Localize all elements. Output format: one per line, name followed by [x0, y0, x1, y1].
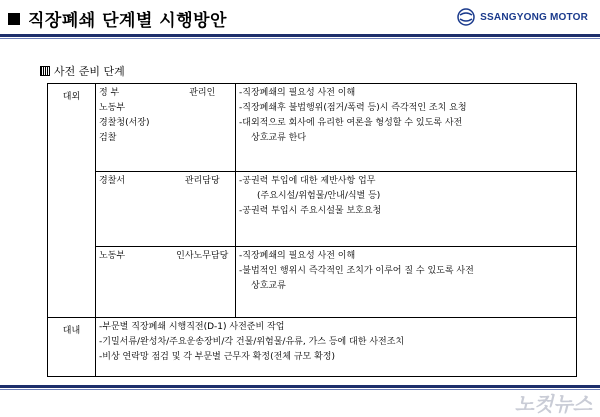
manager-cell: 인사노무담당 — [170, 247, 236, 318]
org-item: 노동부 — [99, 251, 126, 261]
content-line: -직장폐쇄후 불법행위(점거/폭력 등)시 즉각적인 조치 요청 — [239, 103, 467, 113]
content-line: -기밀서류/완성차/주요운송장비/각 건물/위험물/유류, 가스 등에 대한 사전조치 — [99, 337, 405, 347]
org-cell — [96, 84, 170, 172]
content-line: -부문별 직장폐쇄 시행직전(D-1) 사전준비 작업 — [99, 322, 285, 332]
page-title — [8, 6, 227, 31]
org-item: 검찰 — [99, 133, 117, 143]
content-line: -직장폐쇄의 필요성 사전 이해 — [239, 251, 356, 261]
org-cell — [96, 247, 170, 318]
category-cell: 대외 — [48, 84, 96, 318]
section-heading-text: 사전 준비 단계 — [54, 65, 125, 78]
table-row — [48, 172, 577, 247]
content-line: 상호교류 한다 — [251, 133, 307, 143]
org-cell — [96, 172, 170, 247]
category-cell: 대내 — [48, 318, 96, 377]
content-line: -공권력 투입에 대한 제반사항 업무 — [239, 176, 376, 186]
table-row — [48, 247, 577, 318]
footer-divider-thin — [0, 389, 600, 390]
header-divider — [0, 34, 600, 37]
manager-cell: 관리담당 — [170, 172, 236, 247]
watermark: 노컷뉴스 — [514, 392, 592, 416]
content-line: (주요시설/위험물/안내/식별 등) — [257, 191, 381, 201]
footer-divider — [0, 385, 600, 388]
plan-table — [47, 83, 577, 377]
header-divider-thin — [0, 38, 600, 39]
content-line: -대외적으로 회사에 유리한 여론을 형성할 수 있도록 사전 — [239, 118, 463, 128]
page-title-text: 직장폐쇄 단계별 시행방안 — [28, 11, 227, 31]
content-cell — [236, 172, 577, 247]
content-cell — [96, 318, 577, 377]
content-line: -직장폐쇄의 필요성 사전 이해 — [239, 88, 356, 98]
table-row — [48, 84, 577, 172]
manager-cell: 관리인 — [170, 84, 236, 172]
content-line: -공권력 투입시 주요시설물 보호요청 — [239, 206, 382, 216]
content-line: -비상 연락망 점검 및 각 부문별 근무자 확정(전체 규모 확정) — [99, 352, 335, 362]
org-item: 경찰서 — [99, 176, 126, 186]
table-row — [48, 318, 577, 377]
section-heading — [40, 63, 125, 79]
title-bullet-icon — [8, 13, 20, 25]
org-item: 정 부 — [99, 88, 120, 98]
content-line: 상호교류 — [251, 281, 286, 291]
org-item: 노동부 — [99, 103, 126, 113]
ssangyong-logo-icon — [457, 8, 475, 26]
section-bullet-icon — [40, 66, 50, 76]
content-cell — [236, 247, 577, 318]
content-line: -불법적인 행위시 즉각적인 조치가 이루어 질 수 있도록 사전 — [239, 266, 474, 276]
org-item: 경찰청(서장) — [99, 118, 150, 128]
logo-text: SSANGYONG MOTOR — [480, 11, 588, 23]
company-logo — [457, 8, 588, 26]
content-cell — [236, 84, 577, 172]
